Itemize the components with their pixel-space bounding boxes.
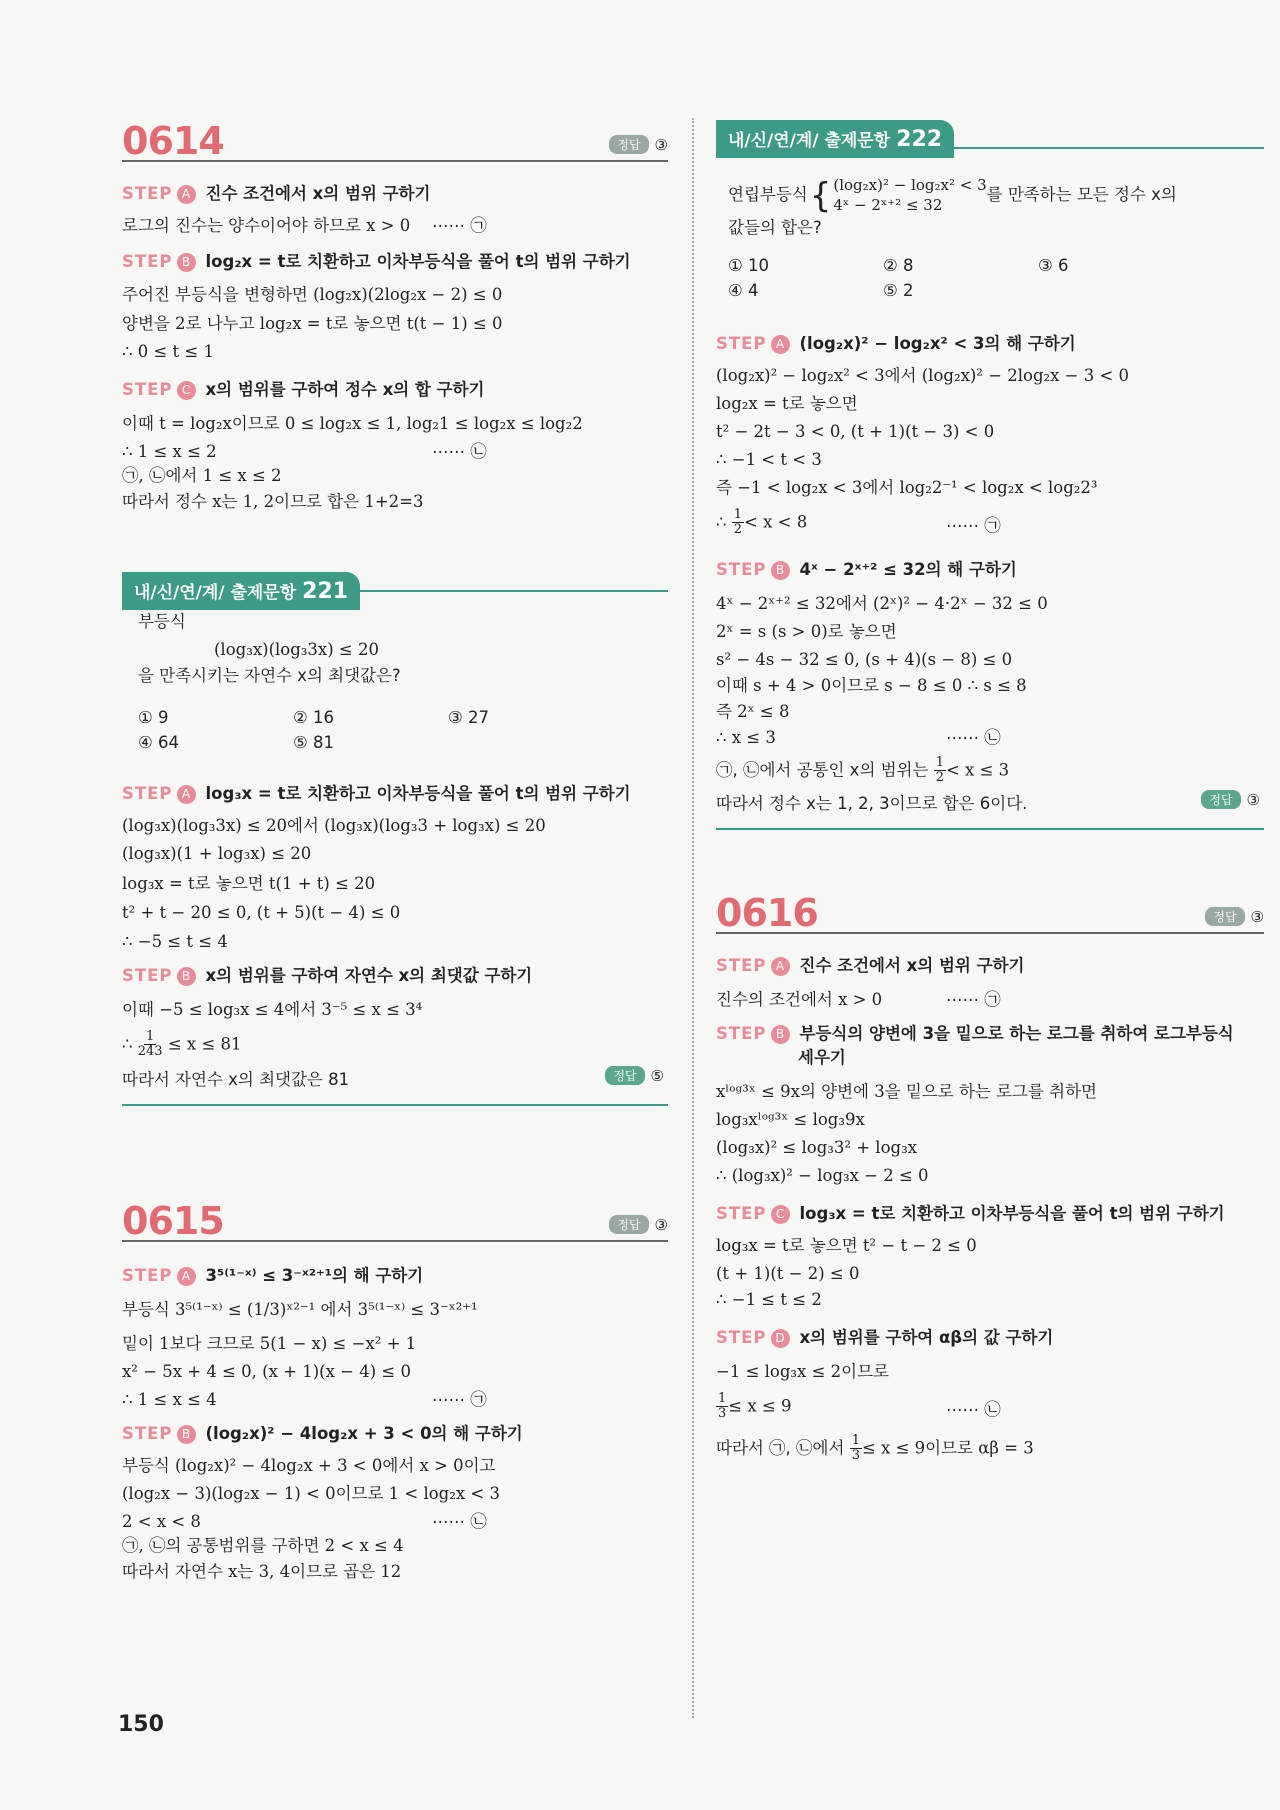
solution-line: 따라서 ㉠, ㉡에서 $\frac{1}{3}$ ≤ x ≤ 9이므로 αβ = 3 <box>716 1433 1034 1464</box>
solution-line: ∴ 1 ≤ x ≤ 2 <box>122 442 217 461</box>
choice[interactable]: ③ 27 <box>448 708 490 727</box>
ref-mark: ⋯⋯ ㉠ <box>432 216 487 235</box>
solution-line: t² + t − 20 ≤ 0, (t + 5)(t − 4) ≤ 0 <box>122 903 401 922</box>
step-a-heading: STEP A 진수 조건에서 x의 범위 구하기 <box>716 956 1025 975</box>
choice[interactable]: ② 16 <box>293 708 335 727</box>
solution-line: ∴ −5 ≤ t ≤ 4 <box>122 932 228 951</box>
solution-line: (t + 1)(t − 2) ≤ 0 <box>716 1264 860 1283</box>
answer-choices <box>138 708 603 752</box>
solution-line: x² − 5x + 4 ≤ 0, (x + 1)(x − 4) ≤ 0 <box>122 1362 411 1381</box>
ref-mark: ⋯⋯ ㉠ <box>946 990 1001 1009</box>
answer-choices <box>728 256 1193 300</box>
solution-line: ㉠, ㉡의 공통범위를 구하면 2 < x ≤ 4 <box>122 1536 404 1555</box>
ref-mark: ⋯⋯ ㉠ <box>946 516 1001 535</box>
solution-line: 주어진 부등식을 변형하면 (log₂x)(2log₂x − 2) ≤ 0 <box>122 285 503 304</box>
question-text: 연립부등식 { (log₂x)² − log₂x² < 3 4ˣ − 2ˣ⁺² ≤ 32 를 만족하는 모든 정수 x의 <box>728 175 1177 216</box>
step-d-heading: STEP D x의 범위를 구하여 αβ의 값 구하기 <box>716 1328 1054 1347</box>
solution-line: 4ˣ − 2ˣ⁺² ≤ 32에서 (2ˣ)² − 4·2ˣ − 32 ≤ 0 <box>716 594 1048 613</box>
solution-line: 2ˣ = s (s > 0)로 놓으면 <box>716 622 897 641</box>
step-c-heading: STEP C log₃x = t로 치환하고 이차부등식을 풀어 t의 범위 구하기 <box>716 1204 1225 1223</box>
step-b-heading: STEP B 부등식의 양변에 3을 밑으로 하는 로그를 취하여 로그부등식 <box>716 1024 1234 1043</box>
step-c-heading: STEP C x의 범위를 구하여 정수 x의 합 구하기 <box>122 380 485 399</box>
solution-line: ㉠, ㉡에서 공통인 x의 범위는 $\frac{1}{2}$ < x ≤ 3 <box>716 755 1010 786</box>
choice[interactable]: ④ 64 <box>138 733 180 752</box>
problem-0616 <box>716 884 1264 934</box>
choice[interactable]: ⑤ 81 <box>293 733 335 752</box>
step-a-heading: STEP A 진수 조건에서 x의 범위 구하기 <box>122 184 431 203</box>
solution-line: ∴ $\frac{1}{2}$ < x < 8 <box>716 507 808 538</box>
solution-line: 밑이 1보다 크므로 5(1 − x) ≤ −x² + 1 <box>122 1334 417 1353</box>
solution-line: 2 < x < 8 <box>122 1512 201 1531</box>
problem-header <box>122 1192 668 1242</box>
solution-line: (log₂x)² − log₂x² < 3에서 (log₂x)² − 2log₂x − 3 < 0 <box>716 366 1130 385</box>
solution-line: $\frac{1}{3}$ ≤ x ≤ 9 <box>718 1391 792 1422</box>
solution-line: ∴ 0 ≤ t ≤ 1 <box>122 342 214 361</box>
problem-number: 0615 <box>122 1199 224 1243</box>
step-a-heading: STEP A (log₂x)² − log₂x² < 3의 해 구하기 <box>716 334 1076 353</box>
problem-0615 <box>122 1192 668 1242</box>
solution-line: (log₃x)(log₃3x) ≤ 20에서 (log₃x)(log₃3 + log₃x) ≤ 20 <box>122 816 546 835</box>
question-text: 값들의 합은? <box>728 218 822 237</box>
solution-line: xˡᵒᵍ³ˣ ≤ 9x의 양변에 3을 밑으로 하는 로그를 취하면 <box>716 1082 1097 1101</box>
answer-badge: 정답 ③ <box>1205 907 1264 926</box>
solution-line: 로그의 진수는 양수이어야 하므로 x > 0 <box>122 216 411 235</box>
solution-line: 이때 s + 4 > 0이므로 s − 8 ≤ 0 ∴ s ≤ 8 <box>716 676 1027 695</box>
solution-line: 즉 −1 < log₂x < 3에서 log₂2⁻¹ < log₂x < log₂2³ <box>716 478 1098 497</box>
solution-line: 따라서 정수 x는 1, 2, 3이므로 합은 6이다. <box>716 794 1028 813</box>
solution-line: t² − 2t − 3 < 0, (t + 1)(t − 3) < 0 <box>716 422 995 441</box>
choice[interactable]: ② 8 <box>883 256 914 275</box>
step-a-heading: STEP A 3⁵⁽¹⁻ˣ⁾ ≤ 3⁻ˣ²⁺¹의 해 구하기 <box>122 1266 424 1285</box>
solution-line: ∴ −1 < t < 3 <box>716 450 822 469</box>
question-text: 을 만족시키는 자연수 x의 최댓값은? <box>138 666 401 685</box>
solution-line: log₃xˡᵒᵍ³ˣ ≤ log₃9x <box>716 1110 865 1129</box>
problem-0614 <box>122 112 668 162</box>
page-number: 150 <box>118 1712 164 1737</box>
solution-line: ∴ 1 ≤ x ≤ 4 <box>122 1390 217 1409</box>
answer-badge: 정답 ③ <box>1201 790 1260 809</box>
solution-line: 이때 t = log₂x이므로 0 ≤ log₂x ≤ 1, log₂1 ≤ log₂x ≤ log₂2 <box>122 414 583 433</box>
solution-line: 이때 −5 ≤ log₃x ≤ 4에서 3⁻⁵ ≤ x ≤ 3⁴ <box>122 1000 423 1019</box>
solution-line: 따라서 자연수 x는 3, 4이므로 곱은 12 <box>122 1562 402 1581</box>
solution-line: 즉 2ˣ ≤ 8 <box>716 702 790 721</box>
answer-badge: 정답 ③ <box>609 135 668 154</box>
solution-line: −1 ≤ log₃x ≤ 2이므로 <box>716 1362 889 1381</box>
step-a-heading: STEP A log₃x = t로 치환하고 이차부등식을 풀어 t의 범위 구하기 <box>122 784 631 803</box>
ref-mark: ⋯⋯ ㉠ <box>432 1390 487 1409</box>
solution-line: log₃x = t로 놓으면 t(1 + t) ≤ 20 <box>122 874 376 893</box>
solution-line: (log₃x)² ≤ log₃3² + log₃x <box>716 1138 918 1157</box>
problem-header <box>122 112 668 162</box>
solution-line: 양변을 2로 나누고 log₂x = t로 놓으면 t(t − 1) ≤ 0 <box>122 314 503 333</box>
solution-line: ㉠, ㉡에서 1 ≤ x ≤ 2 <box>122 466 282 485</box>
answer-badge: 정답 ③ <box>609 1215 668 1234</box>
ref-mark: ⋯⋯ ㉡ <box>946 728 1001 747</box>
linked-problem-header-221: 내/신/연/계/ 출제문항 221 <box>122 572 668 610</box>
ref-mark: ⋯⋯ ㉡ <box>432 1512 487 1531</box>
solution-line: s² − 4s − 32 ≤ 0, (s + 4)(s − 8) ≤ 0 <box>716 650 1013 669</box>
problem-number: 0614 <box>122 119 224 163</box>
solution-line: ∴ (log₃x)² − log₃x − 2 ≤ 0 <box>716 1166 929 1185</box>
ref-mark: ⋯⋯ ㉡ <box>946 1400 1001 1419</box>
step-b-heading: STEP B x의 범위를 구하여 자연수 x의 최댓값 구하기 <box>122 966 533 985</box>
choice[interactable]: ① 9 <box>138 708 169 727</box>
problem-header <box>716 884 1264 934</box>
solution-line: log₂x = t로 놓으면 <box>716 394 858 413</box>
solution-line: 따라서 자연수 x의 최댓값은 81 <box>122 1070 350 1089</box>
column-divider <box>692 118 694 1718</box>
linked-problem-header-222: 내/신/연/계/ 출제문항 222 <box>716 120 1264 158</box>
step-b-heading: STEP B 4ˣ − 2ˣ⁺² ≤ 32의 해 구하기 <box>716 560 1017 579</box>
solution-line: 진수의 조건에서 x > 0 <box>716 990 883 1009</box>
solution-line: ∴ x ≤ 3 <box>716 728 776 747</box>
answer-badge: 정답 ⑤ <box>605 1066 664 1085</box>
solution-line: 부등식 3⁵⁽¹⁻ˣ⁾ ≤ (1/3)ˣ²⁻¹ 에서 3⁵⁽¹⁻ˣ⁾ ≤ 3⁻ˣ²⁺¹ <box>122 1300 478 1319</box>
choice[interactable]: ⑤ 2 <box>883 281 914 300</box>
solution-line: (log₃x)(1 + log₃x) ≤ 20 <box>122 844 312 863</box>
step-b-heading-cont: 세우기 <box>798 1048 846 1067</box>
problem-number: 0616 <box>716 891 818 935</box>
question-inequality: (log₃x)(log₃3x) ≤ 20 <box>214 640 379 659</box>
choice[interactable]: ③ 6 <box>1038 256 1069 275</box>
step-b-heading: STEP B log₂x = t로 치환하고 이차부등식을 풀어 t의 범위 구하기 <box>122 252 631 271</box>
ref-mark: ⋯⋯ ㉡ <box>432 442 487 461</box>
choice[interactable]: ④ 4 <box>728 281 759 300</box>
step-b-heading: STEP B (log₂x)² − 4log₂x + 3 < 0의 해 구하기 <box>122 1424 523 1443</box>
section-rule <box>716 828 1264 830</box>
solution-line: log₃x = t로 놓으면 t² − t − 2 ≤ 0 <box>716 1236 977 1255</box>
solution-line: ∴ $\frac{1}{243}$ ≤ x ≤ 81 <box>122 1029 242 1060</box>
choice[interactable]: ① 10 <box>728 256 770 275</box>
solution-line: ∴ −1 ≤ t ≤ 2 <box>716 1290 822 1309</box>
solution-line: 부등식 (log₂x)² − 4log₂x + 3 < 0에서 x > 0이고 <box>122 1456 496 1475</box>
section-rule <box>122 1104 668 1106</box>
solution-line: (log₂x − 3)(log₂x − 1) < 0이므로 1 < log₂x < 3 <box>122 1484 500 1503</box>
question-text: 부등식 <box>138 612 186 631</box>
solution-line: 따라서 정수 x는 1, 2이므로 합은 1+2=3 <box>122 492 424 511</box>
